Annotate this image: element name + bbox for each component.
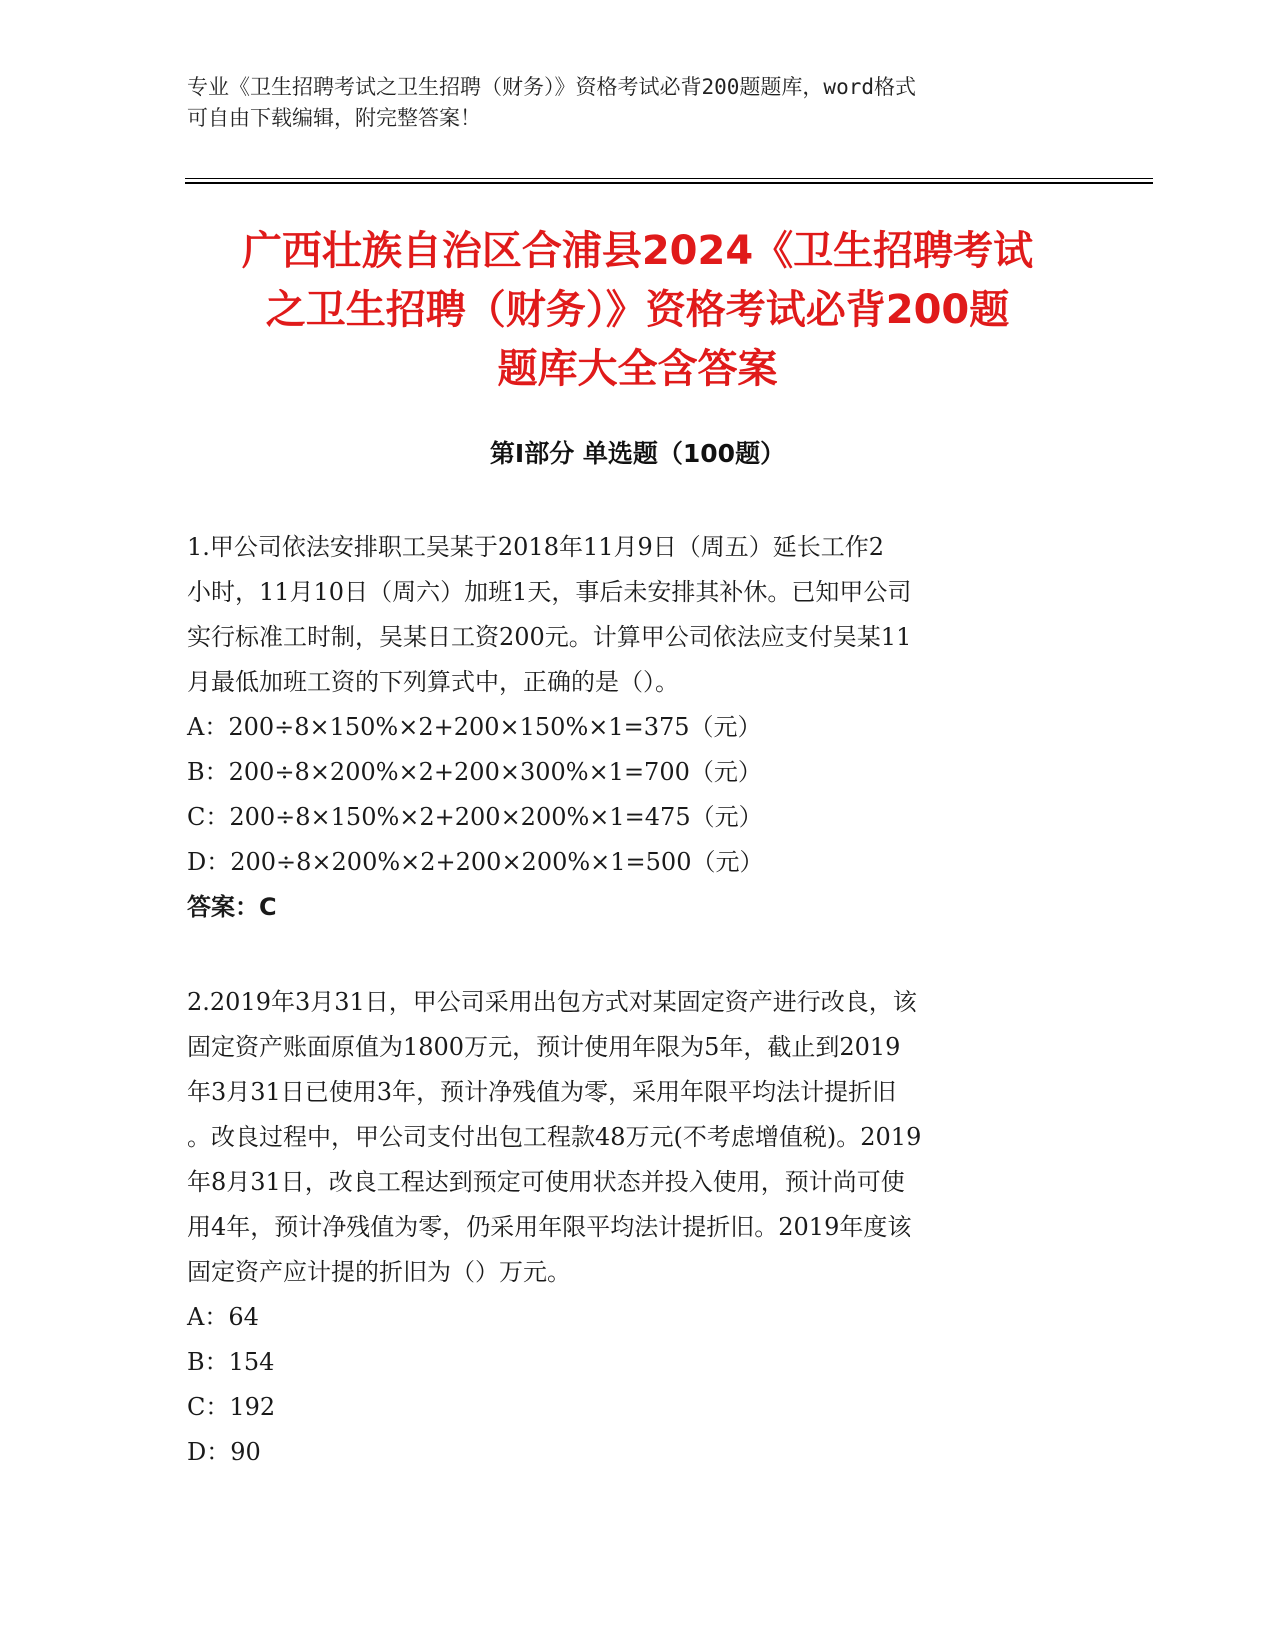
question-text-line: 1.甲公司依法安排职工吴某于2018年11月9日（周五）延长工作2: [187, 533, 885, 561]
question-text-line: 年8月31日，改良工程达到预定可使用状态并投入使用，预计尚可使: [187, 1168, 905, 1196]
question-text-line: 。改良过程中，甲公司支付出包工程款48万元(不考虑增值税)。2019: [187, 1123, 922, 1151]
section-title: 第Ⅰ部分 单选题（100题）: [489, 439, 786, 468]
document-title: [160, 222, 1115, 399]
header-divider-thick: [185, 182, 1153, 184]
title-line: 广西壮族自治区合浦县2024《卫生招聘考试: [241, 228, 1034, 274]
header-note-line: 专业《卫生招聘考试之卫生招聘（财务）》资格考试必背200题题库，word格式: [187, 75, 916, 99]
option-a: A：200÷8×150%×2+200×150%×1=375（元）: [187, 713, 762, 741]
question-text-line: 年3月31日已使用3年，预计净残值为零，采用年限平均法计提折旧: [187, 1078, 897, 1106]
title-line: 题库大全含答案: [497, 346, 778, 392]
question-text-line: 月最低加班工资的下列算式中，正确的是（）。: [187, 668, 679, 696]
option-c: C：192: [187, 1393, 276, 1421]
question-text-line: 固定资产账面原值为1800万元，预计使用年限为5年，截止到2019: [187, 1033, 901, 1061]
option-d: D：90: [187, 1438, 261, 1466]
question-text-line: 固定资产应计提的折旧为（）万元。: [187, 1258, 571, 1286]
header-note-line: 可自由下载编辑，附完整答案！: [187, 106, 481, 130]
header-note: [187, 72, 1087, 134]
question-text-line: 实行标准工时制，吴某日工资200元。计算甲公司依法应支付吴某11: [187, 623, 912, 651]
question-2: [187, 980, 1087, 1475]
option-d: D：200÷8×200%×2+200×200%×1=500（元）: [187, 848, 764, 876]
title-line: 之卫生招聘（财务）》资格考试必背200题: [265, 287, 1010, 333]
question-1: [187, 525, 1087, 930]
option-b: B：200÷8×200%×2+200×300%×1=700（元）: [187, 758, 762, 786]
option-a: A：64: [187, 1303, 259, 1331]
option-b: B：154: [187, 1348, 275, 1376]
answer-label: 答案：C: [187, 893, 277, 921]
header-divider-thin: [185, 178, 1153, 179]
question-text-line: 用4年，预计净残值为零，仍采用年限平均法计提折旧。2019年度该: [187, 1213, 912, 1241]
option-c: C：200÷8×150%×2+200×200%×1=475（元）: [187, 803, 763, 831]
question-text-line: 小时，11月10日（周六）加班1天，事后未安排其补休。已知甲公司: [187, 578, 912, 606]
question-text-line: 2.2019年3月31日，甲公司采用出包方式对某固定资产进行改良，该: [187, 988, 917, 1016]
